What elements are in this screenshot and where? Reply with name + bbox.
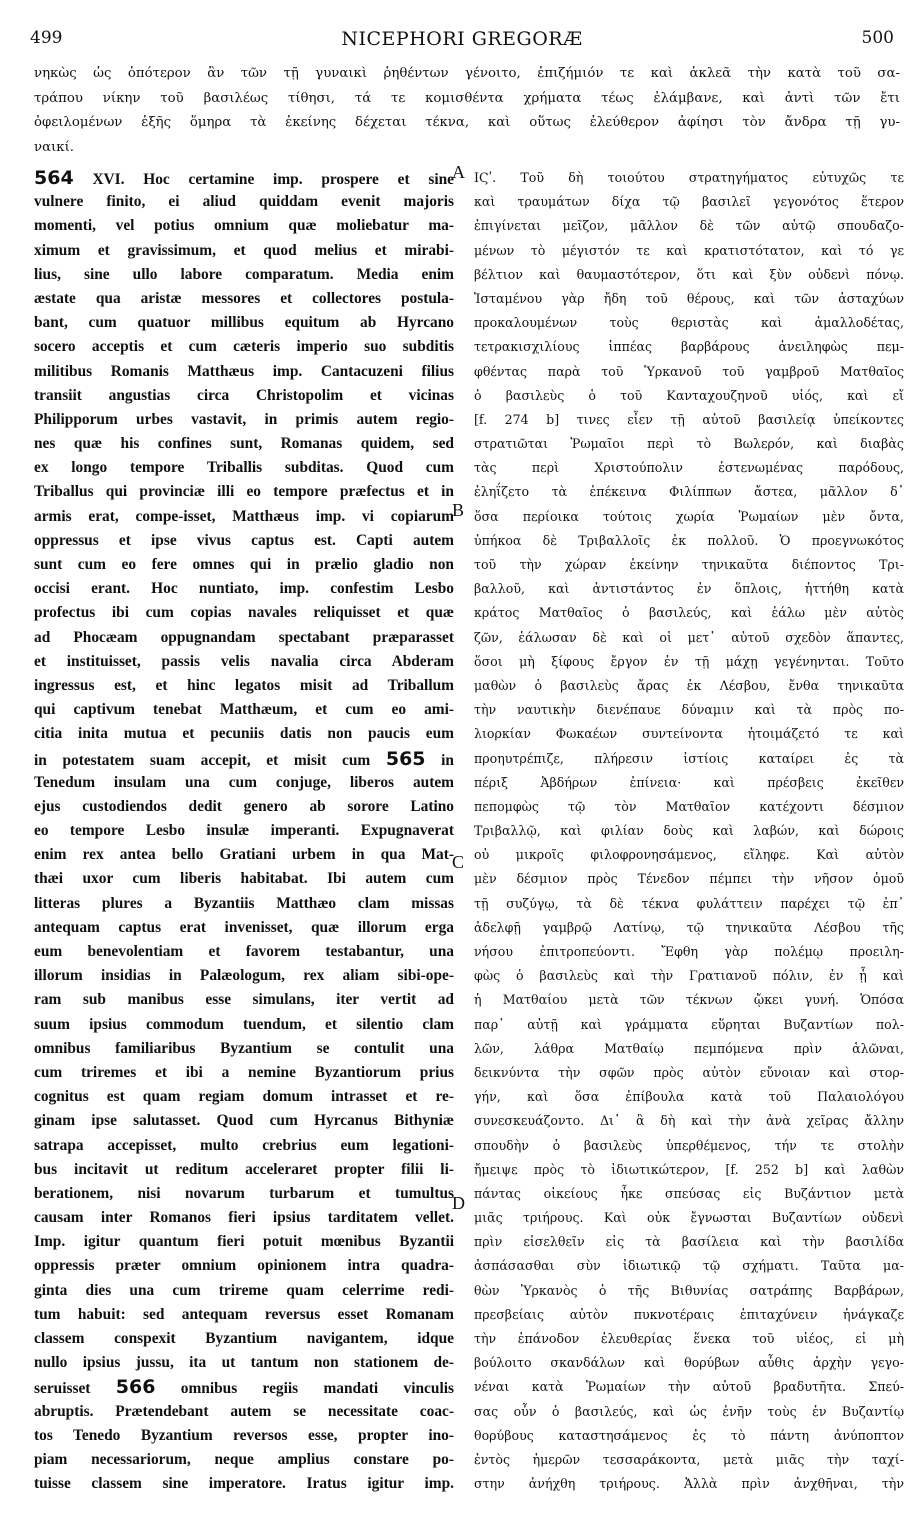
greek-line: νήσου ἐπιτροπεύοντι. Ἔφθη γὰρ πολέμῳ προειλη- (474, 944, 904, 959)
latin-line: tum habuit: sed antequam reversus esset Romanam (34, 1305, 454, 1323)
greek-line: πρὶν εἰσελθεῖν εἰς τὰ βασίλεια καὶ τὴν βασιλίδα (474, 1234, 904, 1250)
latin-line: seruisset 566 omnibus regiis mandati vinculis (34, 1376, 454, 1399)
greek-line: τοῦ τὴν χώραν ἐκείνην τηνικαῦτα διέποντος Τρι- (474, 557, 904, 572)
greek-line: μὲν δέσμιον πρὸς Τένεδον πέμπει τὴν νῆσον ὁμοῦ (474, 871, 904, 887)
latin-column (34, 166, 454, 1496)
latin-line: antequam captus erat invenisset, quæ illorum erga (34, 918, 454, 936)
latin-line: ad Phocæam oppugnandam spectabant præparasset (34, 628, 454, 646)
greek-line: βέλτιον καὶ θαυμαστότερον, ὅτι καὶ ξὺν οὐδενὶ πόνῳ. (474, 266, 904, 282)
latin-line: ex longo tempore Triballis subditas. Quod cum (34, 459, 454, 477)
greek-line: σας οὖν ὁ βασιλεύς, καὶ ὡς ἐνῆν τοὺς ἐν Βυζαντίῳ (474, 1403, 904, 1419)
latin-line: illorum insidias in Palæologum, rex aliam sibi-ope- (34, 967, 454, 985)
greek-line: ἡ Ματθαίου μετὰ τῶν τέκνων ᾤκει γυνή. Ὁπόσα (474, 992, 904, 1008)
latin-line: Triballus qui provinciæ illi eo tempore præfectus et in (34, 483, 454, 501)
greek-line: σπουδὴν ὁ βασιλεὺς ὑπερθέμενος, τήν τε στολὴν (474, 1137, 904, 1153)
greek-line: πάντας οἰκείους ἧκε σπεύσας εἰς Βυζάντιον μετὰ (474, 1185, 904, 1201)
latin-line: litteras plures a Byzantiis Matthæo clam missas (34, 894, 454, 912)
greek-line: βαλλοῦ, καὶ ἀντιστάντος ἐν ὅπλοις, ἡττήθη κατὰ (474, 581, 904, 597)
latin-line: oppressus et ipse vivus captus est. Capti autem (34, 531, 454, 549)
latin-line: Tenedum insulam una cum conjuge, liberos autem (34, 773, 454, 791)
greek-line: ἀσπάσασθαι σὺν ἰδιωτικῷ τῷ σχήματι. Ταῦτα μα- (474, 1258, 904, 1274)
greek-line: φθέντας παρὰ τοῦ Ὑρκανοῦ τοῦ γαμβροῦ Ματθαῖος (474, 363, 904, 379)
latin-line: nullo ipsius jussu, ita ut tantum non stationem de- (34, 1354, 454, 1372)
greek-line: νέναι κατὰ Ῥωμαίων τὴν αὐτοῦ βραδυτῆτα. Σπεύ- (474, 1379, 904, 1395)
greek-line: στην ἀνήχθη τριήρους. Ἀλλὰ πρὶν ἀνχθῆναι, τὴν (474, 1476, 904, 1492)
greek-line: τὰς περὶ Χριστούπολιν ἐστενωμένας παρόδους, (474, 460, 904, 476)
greek-line: κράτος Ματθαῖος ὁ βασιλεύς, καὶ ἑάλω μὲν αὐτὸς (474, 605, 904, 621)
page-marker-566: 566 (115, 1376, 156, 1399)
section-letter-a: A (452, 162, 465, 182)
greek-line: ἐληΐζετο τὰ ἐπέκεινα Φιλίππων ἄστεα, μᾶλλον δ᾽ (474, 484, 904, 500)
latin-line: piam necessariorum, neque amplius constare po- (34, 1450, 454, 1468)
latin-line: 564 XVI. Hoc certamine imp. prospere et sine (34, 167, 454, 189)
greek-line: ἀδελφῇ γαμβρῷ Λατίνῳ, τῷ τηνικαῦτα Λέσβου τῆς (474, 919, 904, 935)
greek-line: ὅσοι μὴ ξίφους ἔργον ἐν τῇ μάχῃ γεγένηνται. Τοῦτο (474, 653, 904, 669)
latin-line: in potestatem suam accepit, et misit cum 565 in (34, 747, 454, 770)
latin-line: ginam ipse salutasset. Quod cum Hyrcanus Bithyniæ (34, 1112, 454, 1130)
greek-column (474, 166, 904, 1496)
greek-line: τετρακισχιλίους ἱππέας βαρβάρους ἀνειληφὼς πεμ- (474, 339, 904, 355)
latin-line: abruptis. Prætendebant autem se necessitate coac- (34, 1402, 454, 1420)
greek-line: προηυτρέπιζε, πλήρεσιν ἱστίοις καταίρει ἐς τὰ (474, 750, 904, 766)
greek-line: μαθὼν ὁ βασιλεὺς ἄρας ἐκ Λέσβου, ἔνθα τηνικαῦτα (474, 677, 904, 693)
greek-line: ἐντὸς ἡμερῶν τεσσαράκοντα, μετὰ μιᾶς τὴν ταχί- (474, 1451, 904, 1467)
latin-line: bant, cum quatuor millibus equitum ab Hyrcano (34, 314, 454, 332)
latin-line: momenti, vel potius omnium quæ moliebatur ma- (34, 217, 454, 235)
greek-line: θὼν Ὑρκανὸς ὁ τῆς Βιθυνίας σατράπης Βαρβάρων, (474, 1282, 904, 1298)
greek-line: οὐ μικροῖς φιλοφρονησάμενος, εἴληφε. Καὶ αὐτὸν (474, 847, 904, 863)
latin-line: tos Tenedo Byzantium reversos esse, propter ino- (34, 1426, 454, 1444)
latin-line: profectus ibi cum copias navales reliquisset et quæ (34, 604, 454, 622)
greek-line: ὅσα περίοικα τούτοις χωρία Ῥωμαίων μὲν ὄντα, (474, 508, 904, 524)
latin-line: bus incitavit ut reditum acceleraret propter filii li- (34, 1160, 454, 1178)
page-number-right: 500 (861, 28, 894, 48)
latin-line: ram sub manibus esse simulans, iter vertit ad (34, 991, 454, 1009)
latin-line: tuisse classem sine imperatore. Iratus igitur imp. (34, 1475, 454, 1493)
greek-line: προκαλουμένων τοὺς θεριστὰς καὶ ἀμαλλοδέτας, (474, 315, 904, 331)
latin-line: armis erat, compe‑isset, Matthæus imp. vi copiarum (34, 507, 454, 525)
greek-line: βούλοιτο σκανδάλων καὶ θορύβων αὖθις ἀρχὴν γεγο- (474, 1355, 904, 1371)
latin-line: enim rex antea bello Gratiani urbem in qua Mat- (34, 846, 454, 864)
greek-line: Ἱσταμένου γὰρ ἤδη τοῦ θέρους, καὶ τῶν ἀσταχύων (474, 290, 904, 306)
greek-line: φὼς ὁ βασιλεὺς καὶ τὴν Γρατιανοῦ πόλιν, ἐν ᾗ καὶ (474, 968, 904, 984)
latin-line: sunt cum eo fere omnes qui in prælio gladio non (34, 556, 454, 573)
greek-line: πέριξ Ἀβδήρων ἐπίνεια· καὶ πρέσβεις ἐκεῖθεν (474, 774, 904, 790)
greek-continuation-line: τράπου νίκην τοῦ βασιλέως τίθησι, τά τε κομισθέντα χρήματα τέως ἐλάμβανε, καὶ ἀντὶ τῶν ἔτι (34, 90, 900, 106)
latin-line: eo tempore Lesbo insulæ imperanti. Expugnaverat (34, 822, 454, 840)
latin-line: omnibus familiaribus Byzantium se contulit una (34, 1039, 454, 1057)
latin-line: oppressis præter omnium opinionem intra quadra- (34, 1257, 454, 1275)
section-letter-c: C (452, 852, 465, 872)
latin-line: ingressus est, et hinc legatos misit ad Triballum (34, 676, 454, 694)
latin-line: Philipporum urbes vastavit, in primis autem regio- (34, 410, 454, 428)
greek-line: τὴν ἐπάνοδον ἐλευθερίας ἕνεκα τοῦ υἱέος, εἰ μὴ (474, 1331, 904, 1346)
page-header (30, 28, 894, 56)
greek-line: ζῶν, ἑάλωσαν δὲ καὶ οἱ μετ᾽ αὐτοῦ σχεδὸν ἅπαντες, (474, 629, 904, 645)
greek-line: δεικνύντα τὴν σφῶν πρὸς αὐτὸν εὔνοιαν καὶ στορ- (474, 1064, 904, 1080)
greek-line: ἤμειψε πρὸς τὸ ἰδιωτικώτερον, [f. 252 b] καὶ λαθὼν (474, 1161, 904, 1177)
greek-line: πρεσβείαις αὐτὸν πυκνοτέραις ἐπιταχύνειν ἠνάγκαζε (474, 1306, 904, 1322)
page-marker-565: 565 (385, 747, 426, 770)
latin-line: berationem, nisi novarum turbarum et tumultus (34, 1184, 454, 1202)
greek-line: τῇ συζύγῳ, τὰ δὲ τέκνα φυλάττειν παρέχει τῷ ἐπ᾽ (474, 895, 904, 911)
latin-line: militibus Romanis Matthæus imp. Cantacuzeni filius (34, 362, 454, 380)
latin-line: citia inita mutua et pecuniis datis non paucis eum (34, 725, 454, 743)
greek-line: στρατιῶται Ῥωμαῖοι περὶ τὸ Βωλερόν, καὶ διαβὰς (474, 436, 904, 452)
greek-line: παρ᾽ αὐτῇ καὶ γράμματα εὕρηται Βυζαντίων πολ- (474, 1016, 904, 1032)
latin-line: nes quæ his confines sunt, Romanas quidem, sed (34, 435, 454, 453)
latin-line: transiit angustias circa Christopolim et vicinas (34, 386, 454, 404)
greek-line: Τριβαλλῷ, καὶ φιλίαν δοὺς καὶ λαβών, καὶ δώροις (474, 823, 904, 839)
latin-line: ejus custodiendos dedit genero ab sorore Latino (34, 797, 454, 815)
greek-line: θορύβους καταστησάμενος ἐς τὸ πάντη ἀνύποπτον (474, 1427, 904, 1443)
greek-continuation-line: νηκὼς ὡς ὁπότερον ἂν τῶν τῇ γυναικὶ ῥηθέντων γένοιτο, ἐπιζήμιόν τε καὶ ἀκλεᾶ τὴν κατὰ τοῦ σα- (34, 66, 900, 81)
latin-line: eum benevolentiam et favorem testabantur, una (34, 943, 454, 960)
section-letter-d: D (452, 1193, 465, 1213)
greek-line: [f. 274 b] τινες εἶεν τῇ αὐτοῦ βασιλείᾳ ὑπείκοντες (474, 411, 904, 427)
section-letter-b: B (452, 500, 465, 520)
greek-line: λῶν, λάθρα Ματθαίῳ πεμπόμενα πρὶν ἁλῶναι, (474, 1040, 904, 1056)
latin-line: ginta dies una cum trireme quam celerrime redi- (34, 1281, 454, 1299)
latin-line: qui captivum tenebat Matthæum, et cum eo ami- (34, 701, 454, 719)
latin-line: causam inter Romanos fieri ipsius tarditatem vellet. (34, 1209, 454, 1227)
greek-line: συνεσκευάζοντο. Δι᾽ ἃ δὴ καὶ τὴν ἀνὰ χεῖρας ἄλλην (474, 1113, 904, 1129)
latin-line: thæi uxor cum liberis habitabat. Ibi autem cum (34, 870, 454, 888)
page-number-left: 499 (30, 28, 63, 48)
latin-line: suum ipsius commodum tuendum, et silentio clam (34, 1015, 454, 1033)
greek-line: ΙϚʹ. Τοῦ δὴ τοιούτου στρατηγήματος εὐτυχῶς τε (474, 170, 904, 185)
greek-line: ὑπήκοα δὲ Τριβαλλοῖς ἐκ πολλοῦ. Ὁ προεγνωκότος (474, 532, 904, 548)
page-marker-564: 564 (34, 167, 74, 189)
greek-line: λιορκίαν Φωκαέων συντείνοντα ἡτοιμάζετό τε καὶ (474, 726, 904, 742)
latin-line: æstate qua aristæ messores et collectores postula- (34, 289, 454, 307)
latin-line: ximum et gravissimum, et quod melius et mirabi- (34, 241, 454, 259)
running-title: NICEPHORI GREGORÆ (341, 28, 583, 50)
greek-continuation-line: ναικί. (34, 139, 75, 155)
greek-continuation-line: ὀφειλομένων ἐξῆς ὅμηρα τὰ ἐκείνης δέχεται τέκνα, καὶ οὕτως ἐλεύθερον ἀφίησι τὸν ἄνδρα τῇ γυ- (34, 115, 900, 130)
greek-continuation-block (34, 62, 900, 160)
latin-line: et instituisset, passis velis navalia circa Abderam (34, 652, 454, 670)
latin-line: lius, sine ullo labore comparatum. Media enim (34, 265, 454, 283)
latin-line: vulnere finito, ei aliud quiddam evenit majoris (34, 193, 454, 211)
latin-line: classem conspexit Byzantium navigantem, idque (34, 1330, 454, 1347)
latin-line: satrapa accepisset, multo crebrius eum legationi- (34, 1136, 454, 1154)
latin-line: Imp. igitur quantum fieri potuit mœnibus Byzantii (34, 1233, 454, 1251)
latin-line: cognitus est quam regiam domum intrasset et re- (34, 1088, 454, 1106)
latin-line: socero acceptis et cum cæteris imperio suo subditis (34, 338, 454, 356)
greek-line: καὶ τραυμάτων δίχα τῷ βασιλεῖ γεγονότος ἕτερον (474, 194, 904, 210)
latin-line: occisi erant. Hoc nuntiato, imp. confestim Lesbo (34, 580, 454, 598)
greek-line: τὴν ναυτικὴν διενέπαυε δύναμιν καὶ τὰ πρὸς πο- (474, 702, 904, 718)
greek-line: πεπομφὼς τῷ τὸν Ματθαῖον κατέχοντι δέσμιον (474, 798, 904, 814)
greek-line: ἐπιγίνεται μεῖζον, μᾶλλον δὲ τῶν αὐτῷ σπουδαζο- (474, 218, 904, 234)
greek-line: ὁ βασιλεὺς ὁ τοῦ Κανταχουζηνοῦ υἱός, καὶ εἴ (474, 387, 904, 403)
greek-line: μιᾶς τριήρους. Καὶ οὐκ ἔγνωσται Βυζαντίων οὐδενὶ (474, 1210, 904, 1226)
greek-line: μένων τὸ μέγιστόν τε καὶ κρατιστότατον, καὶ τό γε (474, 242, 904, 258)
latin-line: cum triremes et ibi a nemine Byzantiorum prius (34, 1063, 454, 1081)
greek-line: γήν, καὶ ὅσα ἐπίβουλα κατὰ τοῦ Παλαιολόγου (474, 1089, 904, 1105)
